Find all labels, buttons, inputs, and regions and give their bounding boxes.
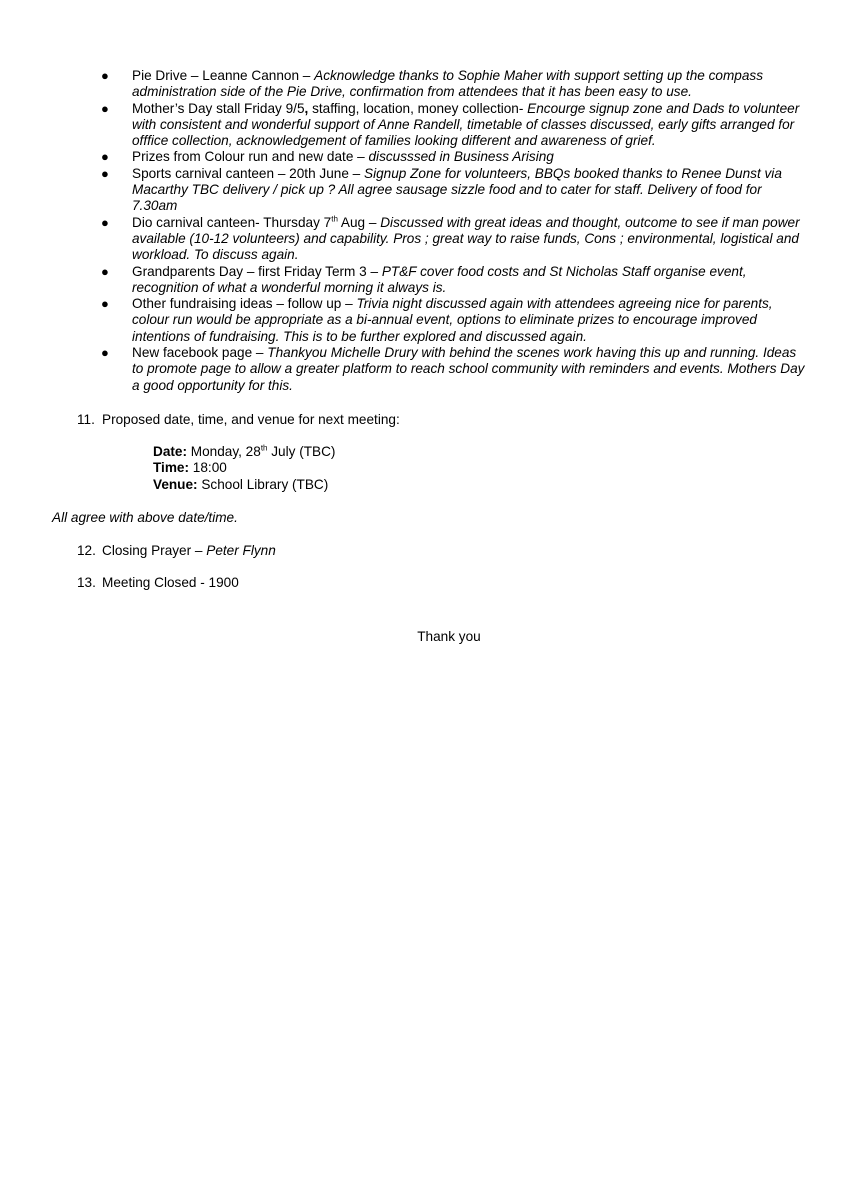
meeting-time-value: 18:00: [189, 460, 227, 476]
item-text: Meeting Closed - 1900: [102, 575, 239, 590]
bullet-icon: ●: [101, 263, 109, 279]
item-text-wrapper: [102, 543, 276, 559]
meeting-venue-label: Venue:: [153, 476, 198, 492]
bullet-grandparents-day: [0, 264, 848, 297]
bullet-icon: ●: [101, 345, 109, 361]
item-number: 12.: [77, 543, 96, 558]
bullet-dio-carnival-canteen: [0, 215, 848, 264]
bullet-italic-text: Signup Zone for volunteers, BBQs booked thanks to Renee Dunst via Macarthy TBC delivery / pick up ? All agree sausage sizzle food and to cater for staff. Delivery of food for 7.30am: [132, 165, 782, 214]
bullet-icon: ●: [101, 100, 109, 116]
meeting-date-value: Monday, 28: [187, 444, 261, 459]
meeting-time-row: [153, 460, 335, 476]
bullet-bold-text: ,: [304, 100, 309, 116]
bullet-icon: ●: [101, 296, 109, 312]
bullet-icon: ●: [101, 214, 109, 230]
bullet-sports-carnival-canteen: [0, 166, 848, 215]
bullet-italic-text: Acknowledge thanks to Sophie Maher with support setting up the compass administration side of the Pie Drive, confirmation from attendees that it has been easy to use.: [132, 68, 763, 100]
bullet-superscript: th: [331, 214, 338, 224]
bullet-facebook-page: [0, 345, 848, 394]
bullet-mothers-day-stall: [0, 101, 848, 150]
bullet-icon: ●: [101, 149, 109, 165]
bullet-pie-drive: [0, 68, 848, 101]
bullet-plain-text-2: Aug –: [337, 214, 381, 230]
all-agree-note: All agree with above date/time.: [52, 510, 238, 525]
meeting-date-row: [153, 444, 335, 460]
bullet-italic-text: Thankyou Michelle Drury with behind the scenes work having this up and running. Ideas to promote page to allow a greater platform to reach school community with reminders and events. Mothers Day a good opportunity for this.: [132, 345, 805, 393]
item-number: 11.: [77, 412, 95, 427]
meeting-venue-value: School Library (TBC): [197, 476, 329, 492]
bullet-italic-text: PT&F cover food costs and St Nicholas Staff organise event, recognition of what a wonderful morning it always is.: [132, 263, 747, 295]
bullet-plain-text: New facebook page –: [132, 345, 268, 361]
bullet-icon: ●: [101, 68, 109, 83]
agenda-bullet-list: [0, 68, 848, 394]
bullet-colour-run-prizes: [0, 149, 848, 165]
bullet-plain-text: Sports carnival canteen – 20th June –: [132, 165, 364, 181]
item-number: 13.: [77, 575, 96, 590]
item-italic-text: Peter Flynn: [206, 543, 276, 558]
bullet-plain-text: Pie Drive – Leanne Cannon –: [132, 68, 315, 83]
closing-thank-you: Thank you: [417, 629, 481, 644]
bullet-plain-text: Other fundraising ideas – follow up –: [132, 296, 357, 312]
meeting-date-label: Date:: [153, 444, 187, 459]
bullet-plain-text: Mother’s Day stall Friday 9/5: [132, 100, 305, 116]
bullet-italic-text: discusssed in Business Arising: [368, 149, 554, 165]
meeting-venue-row: [153, 477, 335, 493]
bullet-italic-text: Encourge signup zone and Dads to volunteer with consistent and wonderful support of Anne Randell, timetable of classes discussed, early gifts arranged for offfice collection, acknowledgement of families looking different and awareness of grief.: [132, 100, 800, 149]
next-meeting-details: [153, 444, 335, 493]
bullet-plain-text: Dio carnival canteen- Thursday 7: [132, 214, 332, 230]
item-text: Closing Prayer –: [102, 543, 207, 558]
item-text: Proposed date, time, and venue for next meeting:: [102, 412, 400, 427]
meeting-date-value-2: July (TBC): [267, 444, 336, 459]
bullet-plain-text-2: staffing, location, money collection-: [308, 100, 528, 116]
bullet-other-fundraising: [0, 296, 848, 345]
meeting-date-superscript: th: [260, 443, 268, 453]
bullet-italic-text: Trivia night discussed again with attendees agreeing nice for parents, colour run would be appropriate as a bi-annual event, options to eliminate prizes to encourage improved intentions of fundraising. This is to be further explored and discussed again.: [132, 296, 773, 344]
bullet-italic-text: Discussed with great ideas and thought, outcome to see if man power available (10-12 volunteers) and capability. Pros ; great way to raise funds, Cons ; environmental, logistical and workload. To discuss again.: [132, 214, 800, 263]
bullet-plain-text: Grandparents Day – first Friday Term 3 –: [132, 263, 382, 279]
bullet-icon: ●: [101, 165, 109, 181]
meeting-time-label: Time:: [153, 460, 190, 476]
bullet-plain-text: Prizes from Colour run and new date –: [132, 149, 369, 165]
